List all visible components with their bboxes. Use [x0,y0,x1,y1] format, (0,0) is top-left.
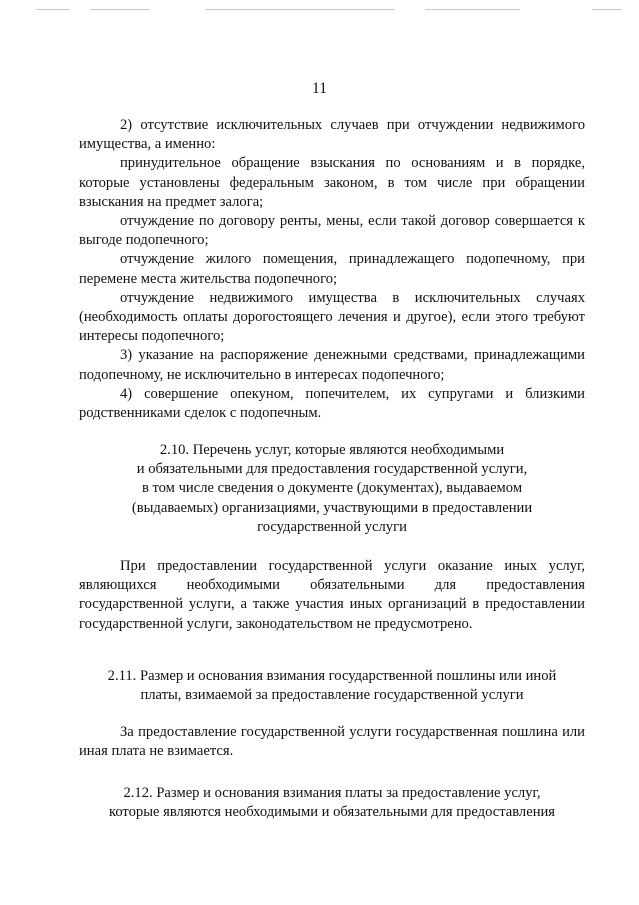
section-2-10-paragraph: При предоставлении государственной услуги оказание иных услуг, являющихся необходимыми обязательными для предоставления государственной услуги, а также участия иных организаций в предоставлении государственной услуги, законодательством не предусмотрено. [79,558,585,632]
heading-line: которые являются необходимыми и обязательными для предоставления [108,804,556,821]
list-item-residence: отчуждение жилого помещения, принадлежащего подопечному, при перемене места жительства подопечного; [79,251,585,287]
heading-line: в том числе сведения о документе (документах), выдаваемом [141,480,523,497]
section-2-11-body [79,723,585,761]
heading-line: (выдаваемых) организациями, участвующими в предоставлении [131,499,533,516]
section-2-12-heading [79,784,585,822]
list-item-exceptional-cases: отчуждение недвижимого имущества в исключительных случаях (необходимость оплаты дорогостоящего лечения и другое), если этого требуют интересы подопечного; [79,289,585,345]
heading-line: и обязательными для предоставления государственной услуги, [136,461,528,478]
scan-mark [592,9,622,10]
scan-mark [36,9,70,10]
page-number: 11 [312,80,327,97]
scan-mark [90,9,150,10]
section-2-10-body [79,557,585,634]
heading-line: 2.10. Перечень услуг, которые являются необходимыми [159,442,505,458]
section-2-10-heading [79,441,585,537]
section-2-11-paragraph: За предоставление государственной услуги государственная пошлина или иная плата не взимается. [79,724,585,760]
section-2-11-heading [79,667,585,705]
heading-line: 2.11. Размер и основания взимания государственной пошлины или иной [107,668,557,684]
list-item-4: 4) совершение опекуном, попечителем, их супругами и близкими родственниками сделок с подопечным. [79,385,585,422]
list-item-rent-exchange: отчуждение по договору ренты, мены, если такой договор совершается к выгоде подопечного; [79,213,585,249]
heading-line: платы, взимаемой за предоставление государственной услуги [140,687,524,704]
list-item-3: 3) указание на распоряжение денежными средствами, принадлежащими подопечному, не исключительно в интересах подопечного; [79,347,585,383]
list-item-foreclosure: принудительное обращение взыскания по основаниям и в порядке, которые установлены федеральным законом, в том числе при обращении взыскания на предмет залога; [79,155,585,210]
list-item-2: 2) отсутствие исключительных случаев при отчуждении недвижимого имущества, а именно: [79,117,585,153]
scan-mark [425,9,520,10]
scan-mark [205,9,395,10]
heading-line: государственной услуги [257,518,407,535]
list-section [79,116,585,423]
heading-line: 2.12. Размер и основания взимания платы за предоставление услуг, [123,785,541,801]
